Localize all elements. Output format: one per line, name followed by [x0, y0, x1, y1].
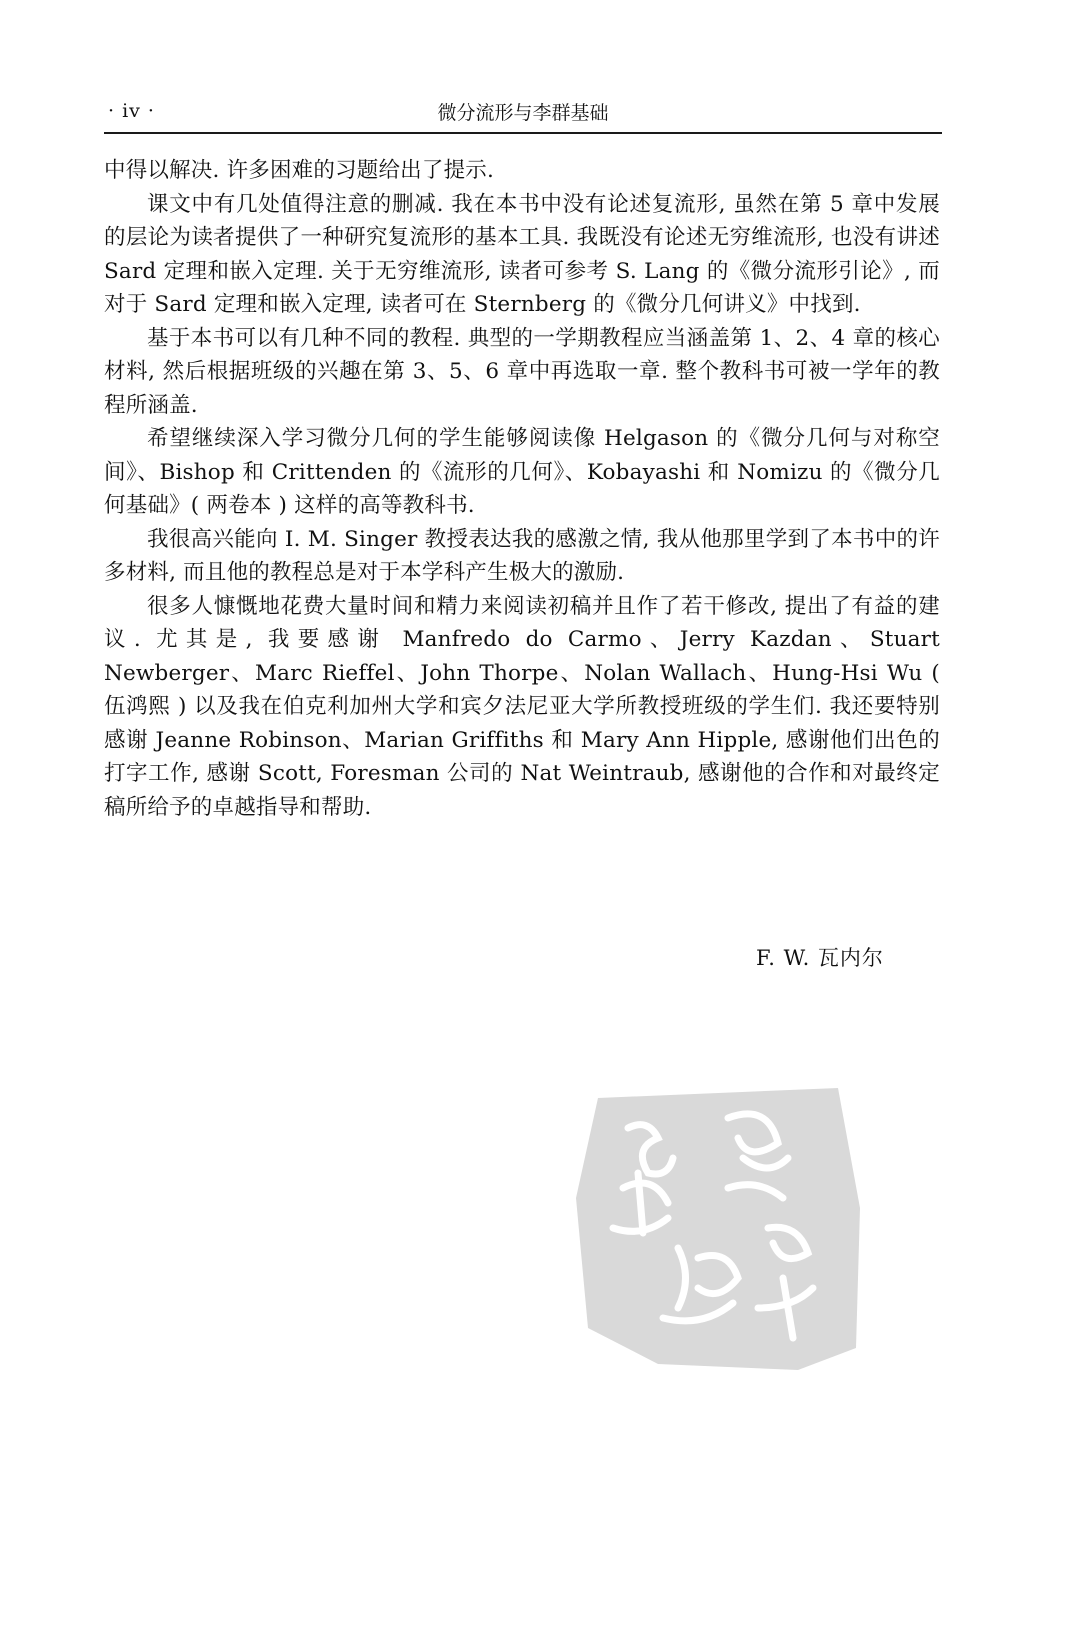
paragraph-further-reading: 希望继续深入学习微分几何的学生能够阅读像 Helgason 的《微分几何与对称空间》、Bishop 和 Crittenden 的《流形的几何》、Kobayashi 和 Nomizu 的《微分几何基础》( 两卷本 ) 这样的高等教科书. — [104, 426, 940, 518]
paragraph-omissions: 课文中有几处值得注意的删减. 我在本书中没有论述复流形, 虽然在第 5 章中发展的层论为读者提供了一种研究复流形的基本工具. 我既没有论述无穷维流形, 也没有讲述 Sard 定理和嵌入定理. 关于无穷维流形, 读者可参考 S. Lang 的《微分流形引论》, 而对于 Sard 定理和嵌入定理, 读者可在 Sternberg 的《微分几何讲义》中找到. — [104, 191, 940, 317]
preface-body — [104, 154, 940, 824]
paragraph-acknowledgements: 很多人慷慨地花费大量时间和精力来阅读初稿并且作了若干修改, 提出了有益的建议. 尤其是, 我要感谢 Manfredo do Carmo、Jerry Kazdan、Stuart Newberger、Marc Rieffel、John Thorpe、Nolan Wallach、Hung-Hsi Wu ( 伍鸿熙 ) 以及我在伯克利加州大学和宾夕法尼亚大学所教授班级的学生们. 我还要特别感谢 Jeanne Robinson、Marian Griffiths 和 Mary Ann Hipple, 感谢他们出色的打字工作, 感谢 Scott, Foresman 公司的 Nat Weintraub, 感谢他的合作和对最终定稿所给予的卓越指导和帮助. — [104, 593, 940, 820]
library-seal-watermark — [568, 1078, 868, 1378]
page-header — [104, 96, 942, 134]
author-signature: F. W. 瓦内尔 — [756, 946, 884, 970]
running-title: 微分流形与李群基础 — [437, 102, 609, 124]
paragraph-courses: 基于本书可以有几种不同的教程. 典型的一学期教程应当涵盖第 1、2、4 章的核心材料, 然后根据班级的兴趣在第 3、5、6 章中再选取一章. 整个教科书可被一学年的教程所涵盖. — [104, 325, 940, 418]
paragraph-continuation: 中得以解决. 许多困难的习题给出了提示. — [104, 158, 495, 183]
paragraph-thanks-singer: 我很高兴能向 I. M. Singer 教授表达我的感激之情, 我从他那里学到了本书中的许多材料, 而且他的教程总是对于本学科产生极大的激励. — [104, 526, 940, 585]
page-number: · iv · — [108, 100, 155, 122]
